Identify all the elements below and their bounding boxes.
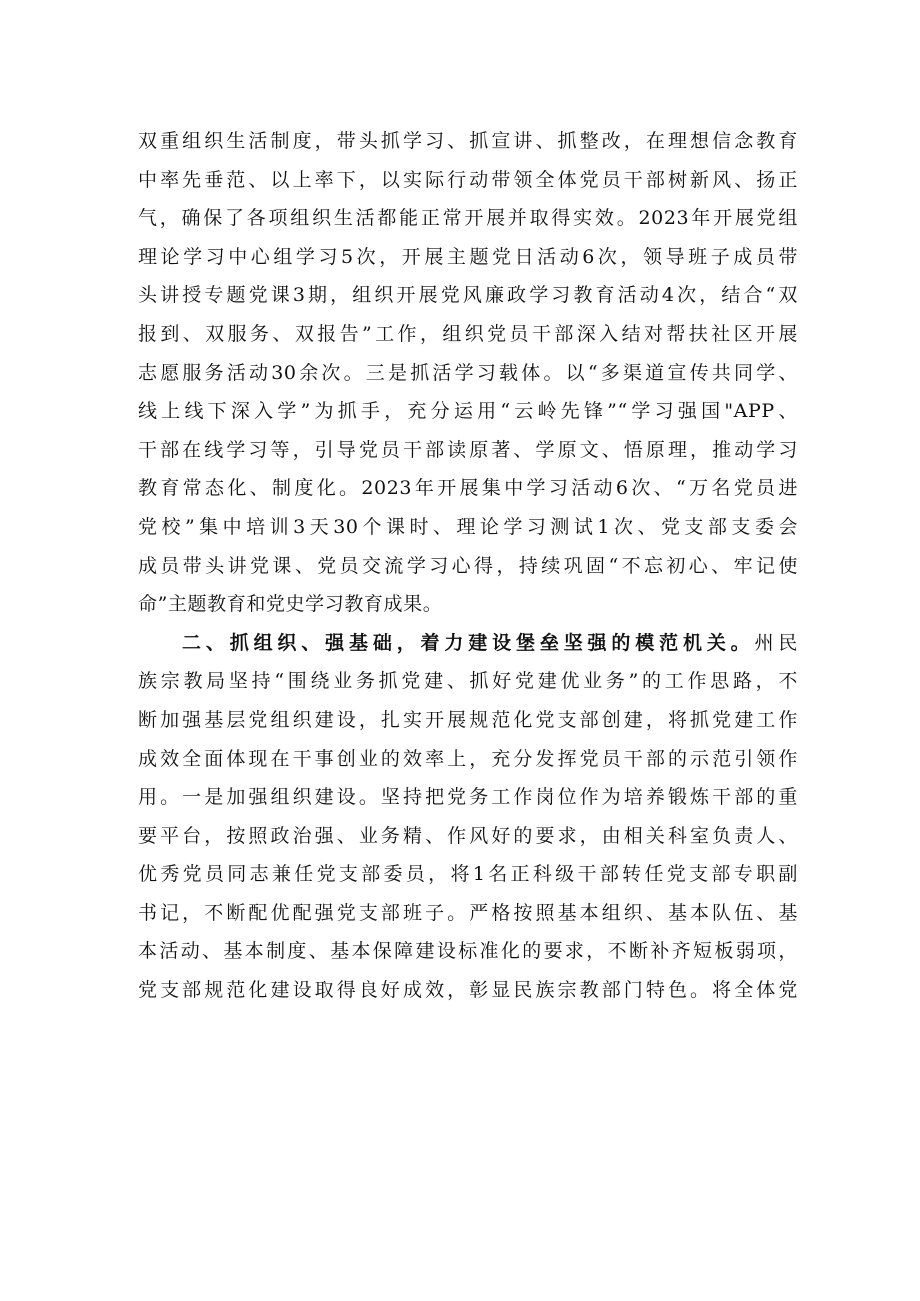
text-line: 双重组织生活制度，带头抓学习、抓宣讲、抓整改，在理想信念教育 (138, 130, 798, 152)
text-line: 头讲授专题党课3期，组织开展党风廉政学习教育活动4次，结合“双 (138, 284, 798, 307)
text-line: 命”主题教育和党史学习教育成果。 (138, 593, 443, 616)
text-line: 党支部规范化建设取得良好成效，彰显民族宗教部门特色。将全体党 (138, 979, 798, 1002)
text-line: 中率先垂范、以上率下，以实际行动带领全体党员干部树新风、扬正 (138, 168, 798, 191)
text-line: 志愿服务活动30余次。三是抓活学习载体。以“多渠道宣传共同学、 (138, 361, 798, 384)
text-line: 线上线下深入学”为抓手，充分运用“云岭先锋”“学习强国"APP、 (138, 400, 798, 423)
text-line: 干部在线学习等，引导党员干部读原著、学原文、悟原理，推动学习 (138, 438, 798, 461)
text-line: 成员带头讲党课、党员交流学习心得，持续巩固“不忘初心、牢记使 (138, 554, 798, 577)
text-line: 教育常态化、制度化。2023年开展集中学习活动6次、“万名党员进 (138, 477, 798, 500)
paragraph-2 (138, 624, 798, 1010)
text-line: 断加强基层党组织建设，扎实开展规范化党支部创建，将抓党建工作 (138, 708, 798, 731)
paragraph-1 (138, 122, 798, 624)
heading-trailing-text: 州民 (754, 631, 799, 654)
text-line: 本活动、基本制度、基本保障建设标准化的要求，不断补齐短板弱项， (138, 940, 798, 963)
document-body (138, 122, 798, 1010)
section-heading: 二、抓组织、强基础，着力建设堡垒坚强的模范机关。 (182, 631, 755, 654)
text-line: 书记，不断配优配强党支部班子。严格按照基本组织、基本队伍、基 (138, 901, 798, 924)
text-line: 用。一是加强组织建设。坚持把党务工作岗位作为培养锻炼干部的重 (138, 786, 798, 809)
text-line: 党校”集中培训3天30个课时、理论学习测试1次、党支部支委会 (138, 515, 798, 538)
text-line: 要平台，按照政治强、业务精、作风好的要求，由相关科室负责人、 (138, 824, 798, 847)
text-line: 优秀党员同志兼任党支部委员，将1名正科级干部转任党支部专职副 (138, 863, 798, 886)
text-line: 报到、双服务、双报告”工作，组织党员干部深入结对帮扶社区开展 (138, 322, 798, 345)
text-line: 气，确保了各项组织生活都能正常开展并取得实效。2023年开展党组 (138, 207, 798, 230)
text-line: 理论学习中心组学习5次，开展主题党日活动6次，领导班子成员带 (138, 245, 798, 268)
text-line: 成效全面体现在干事创业的效率上，充分发挥党员干部的示范引领作 (138, 747, 798, 770)
paragraph-2-first-line (138, 624, 798, 663)
text-line: 族宗教局坚持“围绕业务抓党建、抓好党建优业务”的工作思路，不 (138, 670, 798, 693)
